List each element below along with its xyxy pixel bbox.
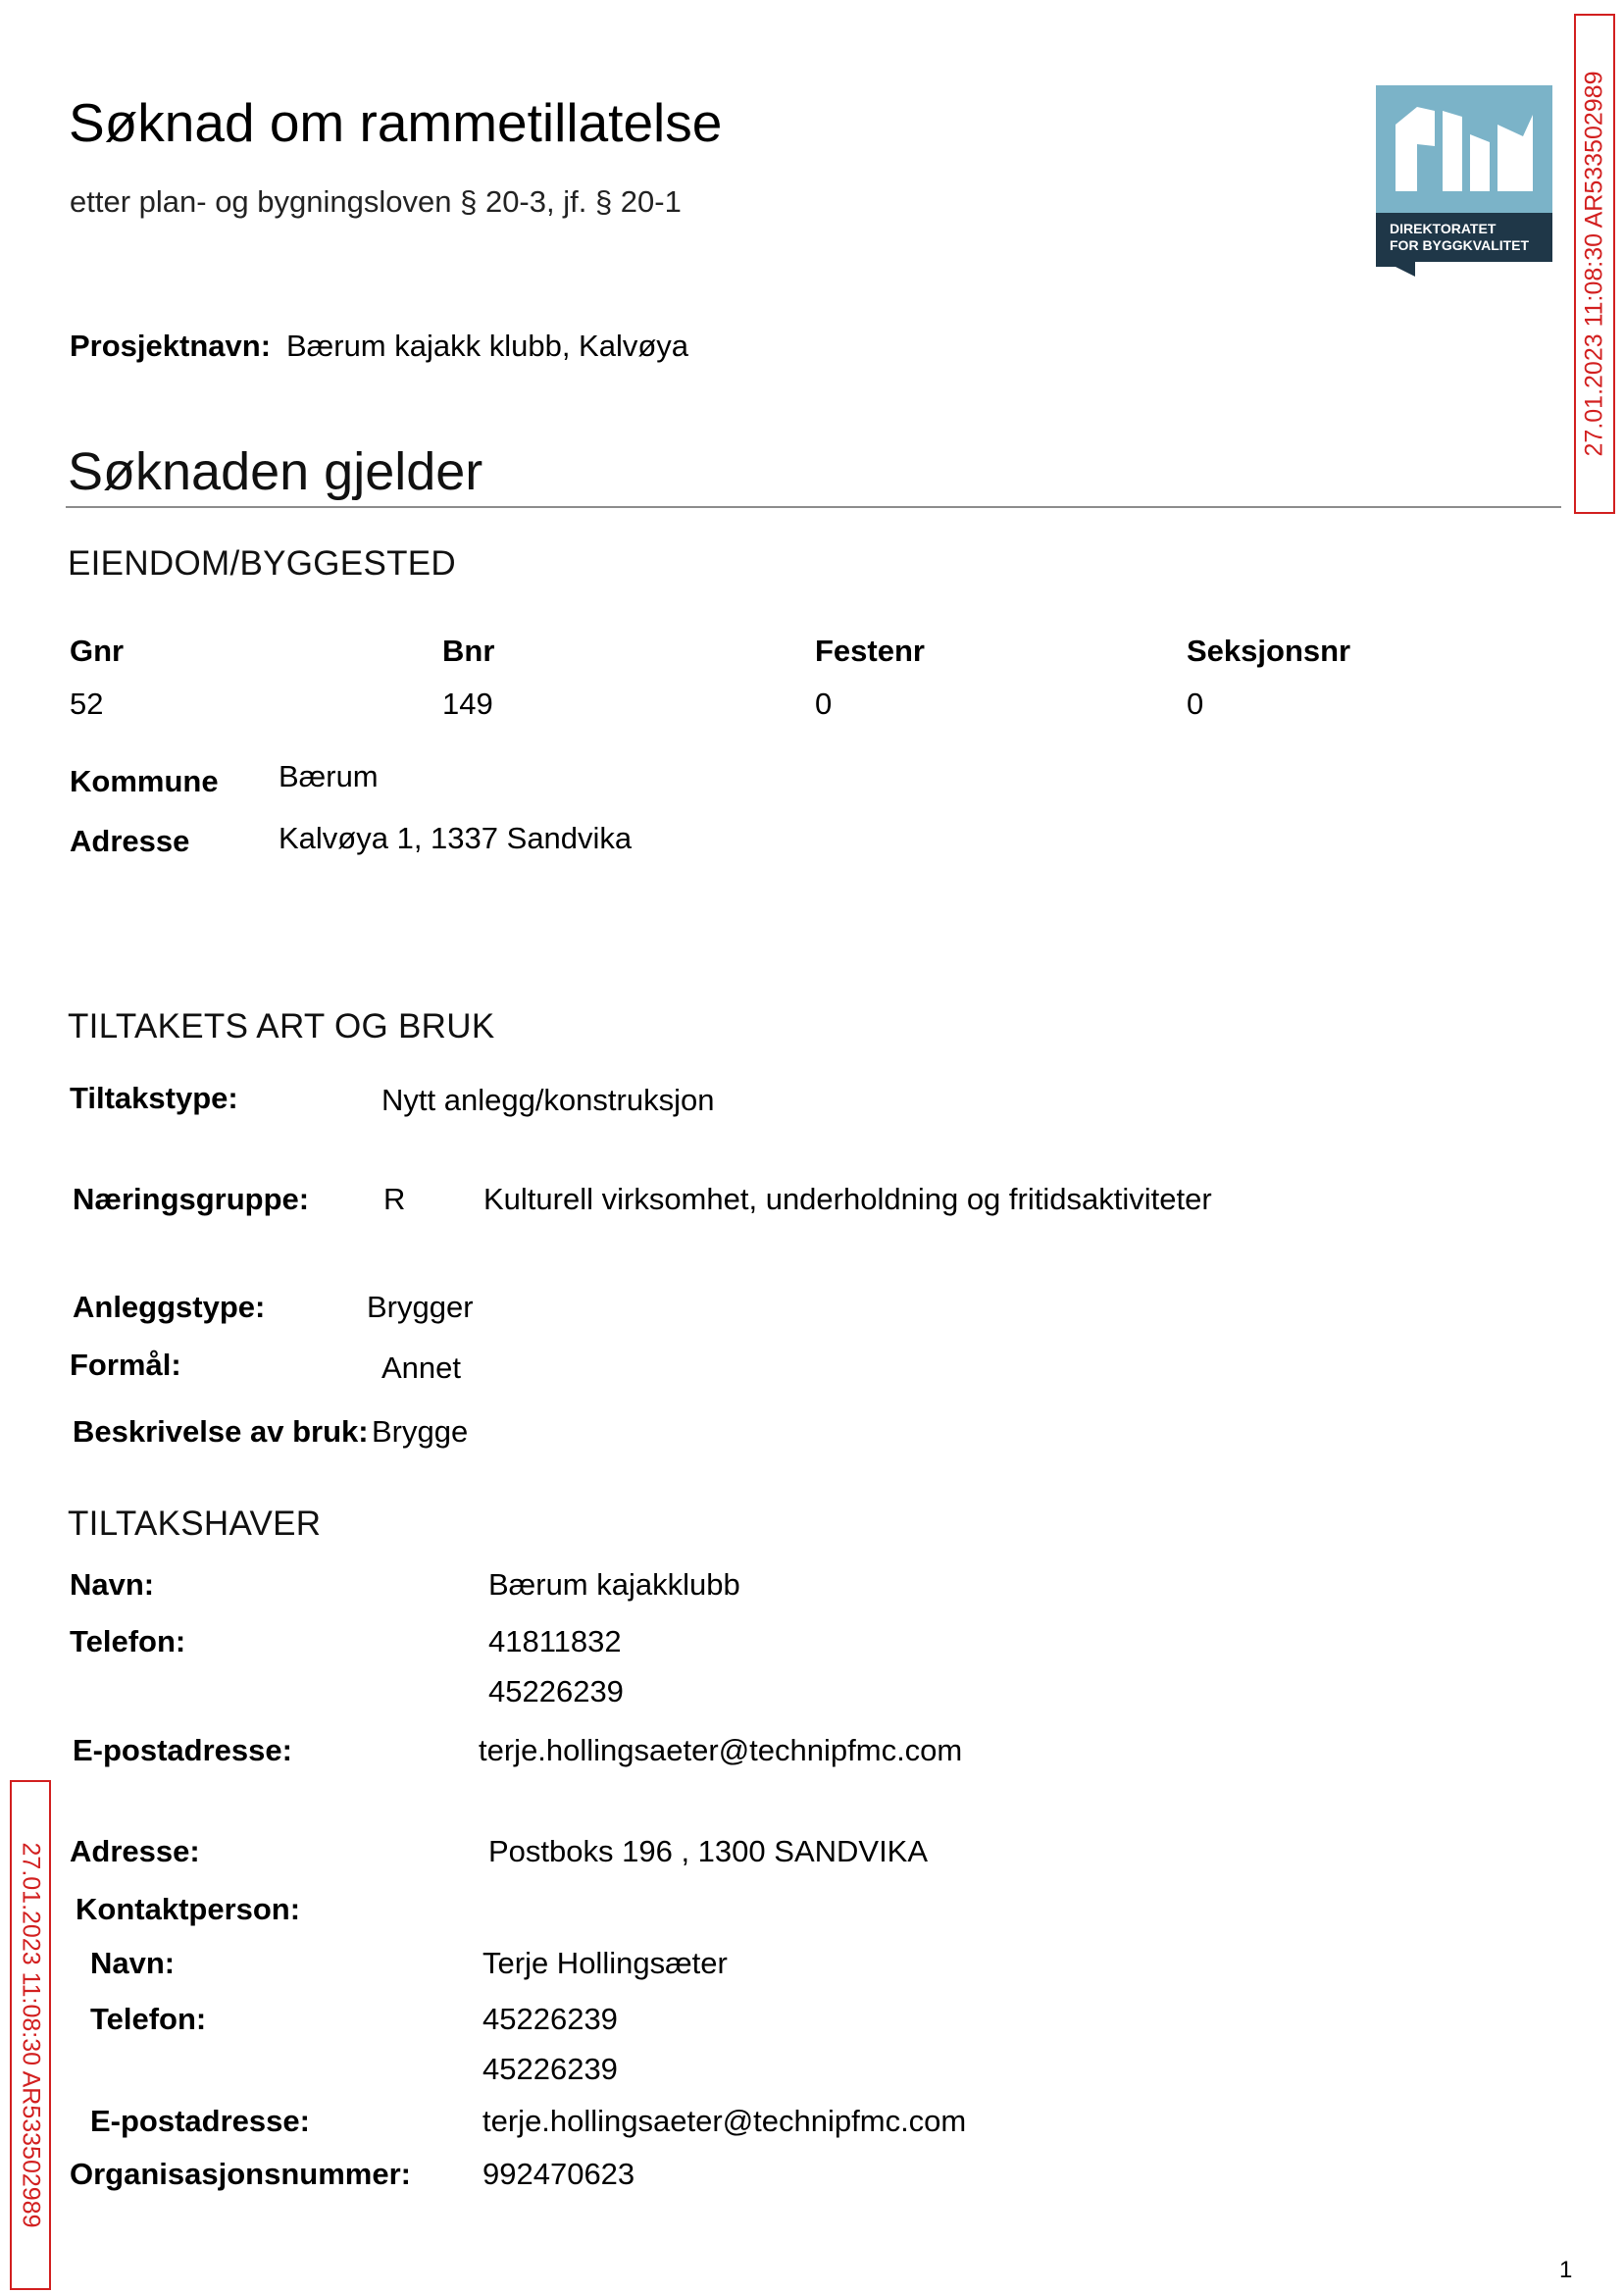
- beskrivelse-value: Brygge: [372, 1414, 469, 1449]
- project-label: Prosjektnavn:: [70, 329, 272, 363]
- page-subtitle: etter plan- og bygningsloven § 20-3, jf. § 20-1: [70, 184, 682, 219]
- tiltakshaver-epost-label: E-postadresse:: [73, 1733, 292, 1767]
- adresse-label: Adresse: [70, 824, 190, 858]
- kontakt-epost-value: terje.hollingsaeter@technipfmc.com: [482, 2104, 967, 2138]
- stamp-text-bottom: 27.01.2023 11:08:30 AR533502989: [17, 1842, 45, 2228]
- tiltakshaver-telefon-2: 45226239: [488, 1674, 624, 1708]
- page-title: Søknad om rammetillatelse: [69, 92, 723, 153]
- naeringsgruppe-code: R: [383, 1182, 406, 1216]
- tiltakshaver-adresse-label: Adresse:: [70, 1834, 200, 1868]
- page-number: 1: [1559, 2257, 1573, 2283]
- kommune-value: Bærum: [279, 759, 379, 793]
- timestamp-stamp-top: [1574, 14, 1615, 514]
- naeringsgruppe-label: Næringsgruppe:: [73, 1182, 310, 1216]
- org-value: 992470623: [482, 2157, 635, 2191]
- adresse-value: Kalvøya 1, 1337 Sandvika: [279, 821, 633, 855]
- dibk-logo-icon: [1376, 85, 1552, 277]
- festenr-value: 0: [815, 687, 833, 721]
- tiltakshaver-navn-label: Navn:: [70, 1567, 155, 1602]
- logo-line2: FOR BYGGKVALITET: [1390, 237, 1530, 253]
- tiltakshaver-epost-value: terje.hollingsaeter@technipfmc.com: [479, 1733, 963, 1767]
- kontakt-navn-value: Terje Hollingsæter: [482, 1946, 728, 1980]
- kontaktperson-label: Kontaktperson:: [76, 1892, 301, 1926]
- section-title: Søknaden gjelder: [68, 442, 483, 501]
- tiltakshaver-navn-value: Bærum kajakklubb: [488, 1567, 740, 1602]
- divider: [66, 506, 1561, 508]
- kontakt-navn-label: Navn:: [90, 1946, 176, 1980]
- kontakt-epost-label: E-postadresse:: [90, 2104, 310, 2138]
- logo-line1: DIREKTORATET: [1390, 221, 1497, 236]
- festenr-label: Festenr: [815, 634, 925, 668]
- tiltakshaver-telefon-1: 41811832: [488, 1624, 622, 1658]
- tiltakstype-value: Nytt anlegg/konstruksjon: [381, 1083, 715, 1117]
- anleggstype-label: Anleggstype:: [73, 1290, 266, 1324]
- kontakt-telefon-label: Telefon:: [90, 2002, 207, 2036]
- project-value: Bærum kajakk klubb, Kalvøya: [286, 329, 689, 363]
- formal-label: Formål:: [70, 1348, 181, 1382]
- tiltak-heading: TILTAKETS ART OG BRUK: [68, 1007, 495, 1045]
- org-label: Organisasjonsnummer:: [70, 2157, 411, 2191]
- tiltakshaver-adresse-value: Postboks 196 , 1300 SANDVIKA: [488, 1834, 929, 1868]
- bnr-label: Bnr: [442, 634, 495, 668]
- seksjonsnr-label: Seksjonsnr: [1187, 634, 1351, 668]
- kontakt-telefon-1: 45226239: [482, 2002, 618, 2036]
- seksjonsnr-value: 0: [1187, 687, 1204, 721]
- tiltakshaver-heading: TILTAKSHAVER: [68, 1504, 322, 1543]
- gnr-value: 52: [70, 687, 104, 721]
- formal-value: Annet: [381, 1351, 462, 1385]
- kontakt-telefon-2: 45226239: [482, 2052, 618, 2086]
- naeringsgruppe-value: Kulturell virksomhet, underholdning og fritidsaktiviteter: [483, 1182, 1212, 1216]
- kommune-label: Kommune: [70, 764, 219, 798]
- timestamp-stamp-bottom: [10, 1780, 51, 2290]
- eiendom-heading: EIENDOM/BYGGESTED: [68, 544, 456, 583]
- stamp-text-top: 27.01.2023 11:08:30 AR533502989: [1580, 71, 1608, 457]
- bnr-value: 149: [442, 687, 493, 721]
- gnr-label: Gnr: [70, 634, 125, 668]
- tiltakshaver-telefon-label: Telefon:: [70, 1624, 186, 1658]
- anleggstype-value: Brygger: [367, 1290, 474, 1324]
- beskrivelse-label: Beskrivelse av bruk:: [73, 1414, 369, 1449]
- tiltakstype-label: Tiltakstype:: [70, 1081, 238, 1115]
